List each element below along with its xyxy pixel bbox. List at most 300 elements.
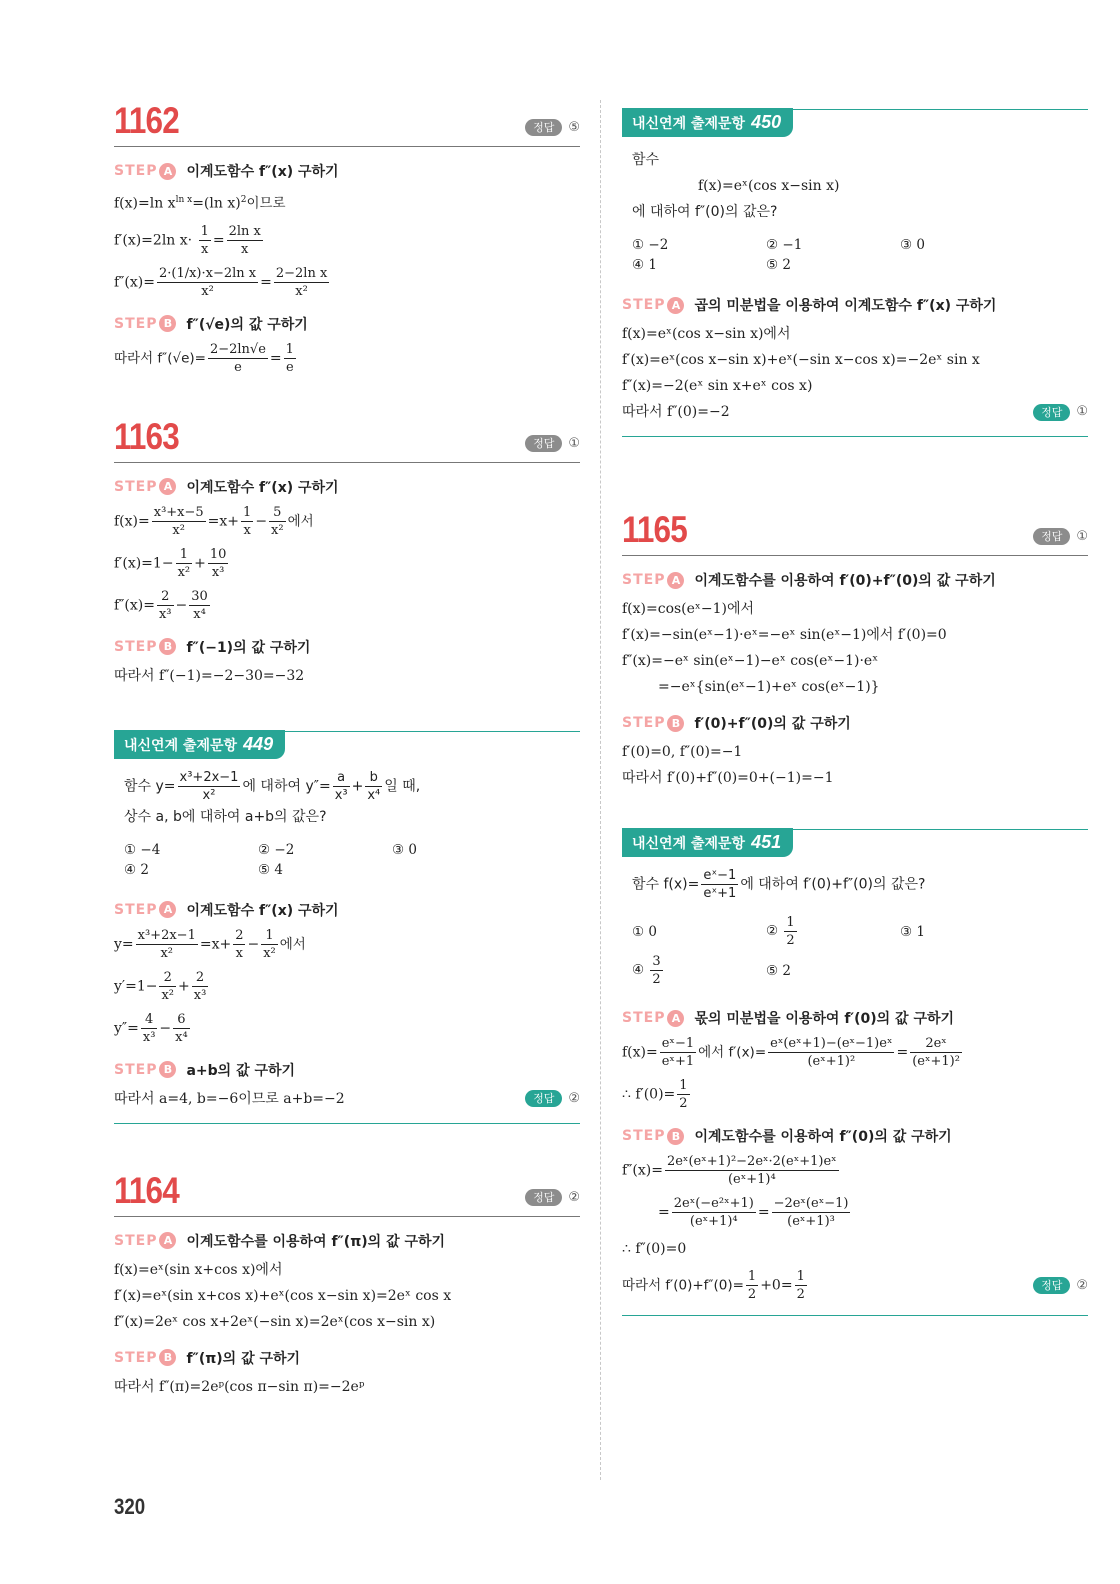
step-a-icon: A xyxy=(667,297,684,314)
question-line: 상수 a, b에 대하여 a+b의 값은? xyxy=(124,808,327,825)
problem-1162 xyxy=(114,100,580,376)
numerator: 2−2ln x xyxy=(275,265,328,281)
linked-number: 451 xyxy=(751,832,782,852)
problem-1165 xyxy=(622,509,1088,790)
fraction xyxy=(178,769,241,804)
denominator: (eˣ+1)² xyxy=(912,1054,960,1069)
text: 에 대하여 f′(0)+f″(0)의 값은? xyxy=(740,876,926,893)
solution-line: f″(x)=−2(eˣ sin x+eˣ cos x) xyxy=(622,378,813,394)
denominator: x xyxy=(241,241,249,257)
text: ④ xyxy=(632,962,645,978)
denominator: x³ xyxy=(334,787,348,803)
problem-header xyxy=(114,1170,580,1217)
numerator: 1 xyxy=(243,504,252,520)
denominator: x² xyxy=(177,564,191,580)
numerator: 1 xyxy=(176,546,193,564)
solution-line xyxy=(114,223,580,258)
question xyxy=(622,857,1088,906)
section-end-rule xyxy=(114,1123,580,1124)
answer-badge: 정답 xyxy=(1033,1277,1070,1294)
answer-value: ① xyxy=(568,435,580,451)
choice: ② −1 xyxy=(766,237,803,253)
question-line: 에 대하여 f″(0)의 값은? xyxy=(632,204,778,220)
fraction xyxy=(157,265,258,300)
answer-badge: 정답 xyxy=(525,119,562,136)
numerator: 10 xyxy=(209,546,227,562)
choice: ③ 1 xyxy=(900,923,925,940)
problem-header xyxy=(114,416,580,463)
section-end-rule xyxy=(622,436,1088,437)
step-title: 이계도함수 f″(x) 구하기 xyxy=(186,164,339,180)
step-label: STEP xyxy=(114,1232,158,1249)
step-title: 몫의 미분법을 이용하여 f′(0)의 값 구하기 xyxy=(694,1011,955,1027)
text: = xyxy=(260,274,272,291)
fraction xyxy=(333,769,350,804)
linked-problem-header xyxy=(114,730,580,759)
solution-line: f′(0)=0, f″(0)=−1 xyxy=(622,744,743,760)
text: 일 때, xyxy=(384,778,421,795)
text: 따라서 f″(√e)= xyxy=(114,350,206,367)
choice: ③ 0 xyxy=(392,841,417,858)
solution-line xyxy=(622,1035,1088,1070)
step-title: 이계도함수 f″(x) 구하기 xyxy=(186,479,339,496)
solution-line: =−eˣ{sin(eˣ−1)+eˣ cos(eˣ−1)} xyxy=(658,679,880,695)
step-label: STEP xyxy=(622,1128,666,1144)
text: − xyxy=(255,513,268,530)
question xyxy=(114,759,580,834)
answer-badge: 정답 xyxy=(525,435,562,452)
text: +0= xyxy=(760,1277,793,1294)
problem-header xyxy=(622,509,1088,556)
fraction xyxy=(173,1011,190,1046)
denominator: e xyxy=(234,359,242,375)
choice: ① −2 xyxy=(632,237,669,253)
solution-line xyxy=(622,1153,1088,1188)
linked-label: 내신연계 출제문항 xyxy=(632,836,746,852)
problem-number: 1164 xyxy=(114,1169,179,1211)
numerator: 2 xyxy=(192,969,209,987)
solution-line: 따라서 f″(−1)=−2−30=−32 xyxy=(114,667,305,684)
denominator: x³ xyxy=(211,564,225,580)
right-column xyxy=(622,100,1088,1316)
step-a-heading xyxy=(114,900,580,920)
denominator: x xyxy=(235,945,244,961)
text: f″(x)= xyxy=(114,274,155,291)
step-b-heading xyxy=(622,713,1088,733)
numerator: 2eˣ xyxy=(910,1035,962,1053)
step-a-icon: A xyxy=(159,163,176,180)
answer-badge: 정답 xyxy=(1033,404,1070,421)
numerator: 2eˣ(−e²ˣ+1) xyxy=(673,1196,754,1211)
step-label: STEP xyxy=(622,297,666,313)
text: − xyxy=(247,936,260,953)
denominator: (eˣ+1)⁴ xyxy=(689,1214,738,1229)
step-label: STEP xyxy=(622,572,666,588)
denominator: x xyxy=(243,522,251,538)
fraction xyxy=(701,867,738,902)
denominator: 2 xyxy=(747,1287,757,1302)
numerator: −2eˣ(eˣ−1) xyxy=(773,1196,849,1211)
text: f(x)= xyxy=(622,1044,658,1061)
problem-1163 xyxy=(114,416,580,688)
step-label: STEP xyxy=(622,1010,666,1026)
denominator: x³ xyxy=(158,606,172,622)
numerator: x³+2x−1 xyxy=(137,927,196,943)
solution-line xyxy=(114,1011,580,1046)
text: 따라서 a=4, b=−6이므로 a+b=−2 xyxy=(114,1090,345,1107)
solution-line: f″(x)=2eˣ cos x+2eˣ(−sin x)=2eˣ(cos x−sin x) xyxy=(114,1313,436,1330)
step-a-icon: A xyxy=(159,478,176,495)
question-line: 함수 xyxy=(632,152,660,168)
text: + xyxy=(194,555,206,572)
choice: ② −2 xyxy=(258,841,295,858)
text: = xyxy=(896,1044,909,1061)
text: 에서 xyxy=(287,513,314,530)
step-a-heading xyxy=(622,1008,1088,1028)
step-label: STEP xyxy=(114,1349,158,1366)
solution-line xyxy=(114,588,580,623)
step-a-icon: A xyxy=(667,1010,684,1027)
text: 함수 f(x)= xyxy=(632,876,700,893)
numerator: 5 xyxy=(269,504,286,522)
step-a-heading xyxy=(114,1231,580,1251)
header-rule xyxy=(793,109,1088,110)
text: 함수 y= xyxy=(124,778,176,795)
fraction xyxy=(199,223,211,258)
denominator: 2 xyxy=(786,933,795,948)
denominator: e xyxy=(285,359,294,375)
choice: ① −4 xyxy=(124,841,161,858)
fraction xyxy=(284,341,296,376)
answer-indicator xyxy=(1033,1274,1088,1298)
step-label: STEP xyxy=(622,715,666,731)
step-b-heading xyxy=(114,1060,580,1080)
solution-line xyxy=(114,546,580,581)
solution-line xyxy=(114,1087,580,1111)
numerator: b xyxy=(365,769,382,787)
solution-line: f′(x)=eˣ(cos x−sin x)+eˣ(−sin x−cos x)=−2eˣ sin x xyxy=(622,352,980,368)
numerator: 2·(1/x)·x−2ln x xyxy=(158,265,257,281)
numerator: 3 xyxy=(652,954,661,969)
step-b-heading xyxy=(114,1348,580,1368)
fraction xyxy=(176,546,193,581)
fraction xyxy=(136,927,198,962)
linked-problem-tab xyxy=(114,730,285,759)
step-a-heading xyxy=(114,477,580,497)
numerator: a xyxy=(333,769,350,787)
step-b-icon: B xyxy=(159,1061,176,1078)
solution-line: f(x)=cos(eˣ−1)에서 xyxy=(622,601,755,617)
step-label: STEP xyxy=(114,1061,158,1078)
answer-value: ① xyxy=(1076,529,1088,544)
denominator: x² xyxy=(263,945,276,961)
numerator: 2 xyxy=(235,927,244,943)
fraction xyxy=(208,546,229,581)
denominator: eˣ+1 xyxy=(703,886,737,901)
denominator: x² xyxy=(202,787,216,803)
header-rule xyxy=(793,829,1088,830)
step-title: f″(π)의 값 구하기 xyxy=(186,1350,301,1367)
problem-1164 xyxy=(114,1170,580,1399)
step-a-icon: A xyxy=(159,1232,176,1249)
step-title: f″(√e)의 값 구하기 xyxy=(186,316,308,333)
left-column xyxy=(114,100,580,1399)
denominator: (eˣ+1)³ xyxy=(787,1214,835,1229)
question-formula: f(x)=eˣ(cos x−sin x) xyxy=(698,178,840,194)
step-b-heading xyxy=(114,314,580,334)
answer-value: ② xyxy=(1076,1277,1088,1293)
denominator: x² xyxy=(271,522,284,538)
step-label: STEP xyxy=(114,478,158,495)
choices xyxy=(622,237,1088,273)
solution-line: f(x)=eˣ(sin x+cos x)에서 xyxy=(114,1261,283,1278)
solution-line: f(x)=eˣ(cos x−sin x)에서 xyxy=(622,326,791,342)
solution-line xyxy=(114,969,580,1004)
step-a-icon: A xyxy=(667,572,684,589)
step-a-heading xyxy=(622,570,1088,590)
denominator: eˣ+1 xyxy=(661,1054,695,1069)
answer-value: ⑤ xyxy=(568,120,580,135)
solution-line xyxy=(622,1268,1088,1303)
text: − xyxy=(175,597,188,614)
solution-line xyxy=(622,1195,1088,1230)
numerator: 1 xyxy=(200,223,209,239)
text: f′(x)=2ln x· xyxy=(114,232,193,249)
text: = xyxy=(757,1204,770,1221)
denominator: x² xyxy=(172,522,185,538)
text: f(x)= xyxy=(114,513,150,530)
text: f″(x)= xyxy=(622,1162,663,1179)
answer-indicator xyxy=(525,1189,580,1206)
numerator: 6 xyxy=(173,1011,190,1029)
question xyxy=(622,137,1088,229)
denominator: x² xyxy=(161,987,175,1003)
fraction xyxy=(365,769,382,804)
solution-line xyxy=(114,188,580,216)
numerator: eˣ−1 xyxy=(661,1036,695,1051)
numerator: 1 xyxy=(786,915,795,930)
denominator: 2 xyxy=(652,972,661,987)
text: 에서 xyxy=(279,936,306,953)
choice xyxy=(632,953,766,988)
text: 따라서 f′(0)+f″(0)= xyxy=(622,1277,744,1294)
step-title: f″(−1)의 값 구하기 xyxy=(186,639,311,656)
text: =x+ xyxy=(199,936,232,953)
answer-indicator xyxy=(1033,528,1088,545)
text: ② xyxy=(766,923,779,939)
answer-badge: 정답 xyxy=(525,1189,562,1206)
denominator: (eˣ+1)⁴ xyxy=(727,1172,776,1187)
page-number: 320 xyxy=(114,1494,146,1519)
answer-value: ② xyxy=(568,1090,580,1106)
step-label: STEP xyxy=(114,901,158,918)
fraction xyxy=(677,1077,689,1112)
text: 에 대하여 y″= xyxy=(242,778,331,795)
fraction xyxy=(141,1011,158,1046)
step-title: 이계도함수를 이용하여 f″(0)의 값 구하기 xyxy=(694,1129,952,1145)
text: f″(x)= xyxy=(114,597,155,614)
text: = xyxy=(658,1204,670,1221)
choice: ① 0 xyxy=(632,923,657,940)
answer-indicator xyxy=(1033,400,1088,424)
step-b-heading xyxy=(622,1126,1088,1146)
text: =x+ xyxy=(207,513,240,530)
answer-indicator xyxy=(525,435,580,452)
choices xyxy=(622,914,1088,988)
fraction xyxy=(746,1268,758,1303)
answer-badge: 정답 xyxy=(525,1090,562,1107)
linked-problem-451 xyxy=(622,828,1088,1316)
denominator: (eˣ+1)² xyxy=(807,1054,856,1069)
text: y′=1− xyxy=(114,978,158,995)
text: = xyxy=(269,350,282,367)
numerator: x³+x−5 xyxy=(153,504,204,520)
step-title: 이계도함수를 이용하여 f′(0)+f″(0)의 값 구하기 xyxy=(694,573,996,589)
superscript: 2 xyxy=(240,195,247,205)
fraction xyxy=(192,969,209,1004)
answer-value: ① xyxy=(1076,404,1088,419)
problem-number: 1165 xyxy=(622,509,687,550)
step-title: 곱의 미분법을 이용하여 이계도함수 f″(x) 구하기 xyxy=(694,298,997,314)
text: + xyxy=(178,978,190,995)
header-rule xyxy=(285,731,580,732)
solution-line: 따라서 f″(π)=2eᵖ(cos π−sin π)=−2eᵖ xyxy=(114,1378,365,1395)
numerator: 2eˣ(eˣ+1)²−2eˣ·2(eˣ+1)eˣ xyxy=(666,1154,837,1169)
numerator: 1 xyxy=(285,341,294,357)
linked-problem-tab xyxy=(622,108,793,137)
solution-line xyxy=(114,504,580,539)
fraction xyxy=(650,953,662,988)
choice: ④ 1 xyxy=(632,257,657,273)
numerator: 4 xyxy=(141,1011,158,1029)
choices xyxy=(114,842,580,878)
choice xyxy=(766,914,900,949)
text: 따라서 f″(0)=−2 xyxy=(622,404,730,420)
numerator: x³+2x−1 xyxy=(179,769,239,785)
denominator: x⁴ xyxy=(193,606,206,622)
linked-label: 내신연계 출제문항 xyxy=(124,737,238,754)
text: − xyxy=(159,1020,172,1037)
numerator: 2 xyxy=(157,588,174,606)
step-b-icon: B xyxy=(159,638,176,655)
choice: ④ 2 xyxy=(124,861,149,878)
problem-number: 1162 xyxy=(114,100,179,141)
solution-line xyxy=(622,1077,1088,1112)
fraction xyxy=(660,1035,696,1070)
numerator: 1 xyxy=(747,1269,757,1284)
text: y″= xyxy=(114,1020,139,1037)
step-title: f′(0)+f″(0)의 값 구하기 xyxy=(694,716,851,732)
denominator: x xyxy=(201,241,209,257)
solution-line xyxy=(114,265,580,300)
answer-value: ② xyxy=(568,1189,580,1205)
denominator: x² xyxy=(160,945,174,961)
solution-line: f′(x)=eˣ(sin x+cos x)+eˣ(cos x−sin x)=2eˣ cos x xyxy=(114,1287,452,1304)
answer-indicator xyxy=(525,1087,580,1111)
solution-line: f′(x)=−sin(eˣ−1)·eˣ=−eˣ sin(eˣ−1)에서 f′(0)=0 xyxy=(622,627,947,643)
fraction xyxy=(772,1195,851,1230)
denominator: x³ xyxy=(142,1029,156,1045)
problem-number: 1163 xyxy=(114,415,179,457)
section-end-rule xyxy=(622,1315,1088,1316)
linked-problem-tab xyxy=(622,828,793,857)
fraction xyxy=(233,927,245,962)
denominator: x³ xyxy=(193,987,207,1003)
numerator: 2ln x xyxy=(228,223,261,239)
step-label: STEP xyxy=(114,638,158,655)
column-divider xyxy=(600,100,601,1480)
text: f′(x)=1− xyxy=(114,555,174,572)
step-title: 이계도함수 f″(x) 구하기 xyxy=(186,902,339,919)
linked-number: 450 xyxy=(751,112,782,132)
fraction xyxy=(152,504,206,539)
step-b-heading xyxy=(114,637,580,657)
fraction xyxy=(784,914,796,949)
step-b-icon: B xyxy=(159,1349,176,1366)
superscript: ln x xyxy=(175,195,193,205)
denominator: x⁴ xyxy=(175,1029,188,1045)
linked-problem-449 xyxy=(114,730,580,1124)
choice: ③ 0 xyxy=(900,237,925,253)
solution-line xyxy=(114,341,580,376)
text: 에서 f′(x)= xyxy=(698,1044,767,1061)
denominator: x² xyxy=(295,283,308,299)
fraction xyxy=(672,1195,756,1230)
linked-label: 내신연계 출제문항 xyxy=(632,116,746,132)
fraction xyxy=(189,588,210,623)
denominator: x⁴ xyxy=(367,787,381,803)
text: + xyxy=(351,778,364,795)
text: y= xyxy=(114,936,134,953)
solution-line xyxy=(114,927,580,962)
question-line xyxy=(124,769,580,804)
text: = xyxy=(212,232,225,249)
numerator: 1 xyxy=(796,1269,805,1284)
problem-header xyxy=(114,100,580,147)
fraction xyxy=(261,927,278,962)
fraction xyxy=(208,341,268,376)
step-b-icon: B xyxy=(667,715,684,732)
text: f(x)=ln x xyxy=(114,195,176,212)
fraction xyxy=(157,588,174,623)
step-label: STEP xyxy=(114,315,158,332)
step-title: 이계도함수를 이용하여 f″(π)의 값 구하기 xyxy=(186,1233,446,1250)
linked-problem-450 xyxy=(622,108,1088,437)
fraction xyxy=(274,265,329,300)
answer-indicator xyxy=(525,119,580,136)
linked-number: 449 xyxy=(243,733,274,754)
text: =(ln x) xyxy=(192,195,241,212)
numerator: 2 xyxy=(159,969,176,987)
step-label: STEP xyxy=(114,163,158,179)
denominator: x² xyxy=(201,283,214,299)
solution-line: ∴ f″(0)=0 xyxy=(622,1241,687,1257)
fraction xyxy=(159,969,176,1004)
numerator: 2−2ln√e xyxy=(209,341,266,357)
numerator: eˣ(eˣ+1)−(eˣ−1)eˣ xyxy=(770,1036,893,1051)
step-b-icon: B xyxy=(667,1128,684,1145)
solution-line: 따라서 f′(0)+f″(0)=0+(−1)=−1 xyxy=(622,770,834,786)
answer-badge: 정답 xyxy=(1033,528,1070,545)
fraction xyxy=(768,1035,894,1070)
step-title: a+b의 값 구하기 xyxy=(186,1062,296,1079)
numerator: 30 xyxy=(191,588,208,604)
denominator: 2 xyxy=(679,1096,688,1111)
denominator: 2 xyxy=(796,1287,805,1302)
solution-line: f″(x)=−eˣ sin(eˣ−1)−eˣ cos(eˣ−1)·eˣ xyxy=(622,653,879,669)
step-a-heading xyxy=(622,295,1088,315)
choice: ⑤ 4 xyxy=(258,861,283,878)
